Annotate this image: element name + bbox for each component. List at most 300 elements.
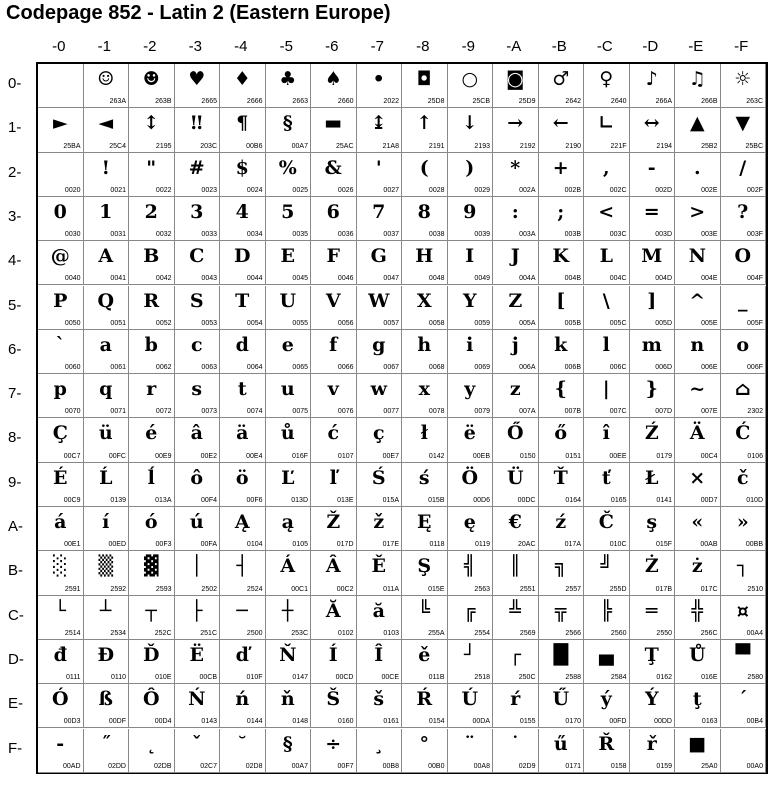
unicode-code: 005B <box>564 319 581 327</box>
char-cell <box>493 64 539 108</box>
char-glyph: § <box>282 732 293 755</box>
char-cell <box>721 108 767 152</box>
char-glyph: D <box>234 245 251 268</box>
unicode-code: 02C7 <box>200 762 217 770</box>
char-glyph: é <box>145 422 158 445</box>
char-cell <box>129 684 175 728</box>
char-glyph: ě <box>418 643 431 666</box>
char-glyph: ♦ <box>233 68 251 90</box>
unicode-code: 0105 <box>292 541 308 549</box>
char-cell <box>584 153 630 197</box>
unicode-code: 25A0 <box>701 762 718 770</box>
char-cell <box>675 684 721 728</box>
unicode-code: 0030 <box>64 231 81 239</box>
row-header: C- <box>8 606 24 624</box>
unicode-code: 25D8 <box>427 98 445 106</box>
unicode-code: 00BB <box>745 541 763 549</box>
char-glyph: Ý <box>644 688 659 711</box>
char-cell <box>630 418 676 462</box>
char-glyph: G <box>370 245 387 268</box>
char-glyph: 8 <box>417 200 431 223</box>
unicode-code: 002B <box>564 186 581 194</box>
char-glyph: Ą <box>234 511 250 533</box>
char-cell <box>721 684 767 728</box>
unicode-code: 0179 <box>656 452 672 460</box>
char-glyph: ↓ <box>461 112 478 135</box>
char-glyph: × <box>689 466 706 489</box>
char-cell <box>220 64 266 108</box>
unicode-code: 0050 <box>64 319 81 327</box>
char-glyph: ☼ <box>734 68 752 90</box>
char-glyph: ▒ <box>98 555 114 578</box>
unicode-code: 2192 <box>519 142 536 150</box>
char-glyph: ˇ <box>192 732 202 755</box>
char-glyph: 1 <box>99 200 113 223</box>
unicode-code: 0078 <box>428 408 445 416</box>
char-cell <box>493 286 539 330</box>
char-cell <box>311 197 357 241</box>
char-glyph: Á <box>280 555 296 578</box>
unicode-code: 25BA <box>63 142 81 150</box>
char-cell <box>539 241 585 285</box>
char-cell <box>175 640 221 684</box>
unicode-code: 017B <box>655 585 672 593</box>
char-cell <box>539 153 585 197</box>
char-cell <box>357 640 403 684</box>
column-header: -7 <box>370 38 384 55</box>
char-glyph: Š <box>326 688 341 711</box>
unicode-code: 0028 <box>428 186 445 194</box>
row-header: F- <box>8 739 23 757</box>
unicode-code: 00C7 <box>63 452 81 460</box>
unicode-code: 00A7 <box>291 762 308 770</box>
unicode-code: 00ED <box>108 541 126 549</box>
unicode-code: 00F4 <box>201 496 217 504</box>
char-glyph: ☺ <box>97 68 115 90</box>
unicode-code: 004D <box>655 275 672 283</box>
char-glyph: Ż <box>644 555 659 578</box>
char-glyph: ♪ <box>645 68 658 90</box>
char-cell <box>129 551 175 595</box>
char-glyph: ˘ <box>237 732 247 755</box>
char-glyph: l <box>602 333 610 356</box>
char-cell <box>84 153 130 197</box>
char-glyph: P <box>53 289 68 312</box>
unicode-code: 017D <box>336 541 354 549</box>
char-glyph: ´ <box>738 688 748 711</box>
char-glyph: ! <box>101 156 110 179</box>
unicode-code: 013A <box>155 496 172 504</box>
unicode-code: 0029 <box>474 186 490 194</box>
row-header: 7- <box>8 385 22 403</box>
unicode-code: 0068 <box>428 364 445 372</box>
char-glyph: { <box>554 378 567 401</box>
char-glyph: ♣ <box>279 68 297 90</box>
char-cell <box>402 108 448 152</box>
char-glyph: ╠ <box>600 599 612 622</box>
char-glyph: $ <box>235 156 249 179</box>
char-cell <box>220 640 266 684</box>
char-glyph: ■ <box>688 732 707 755</box>
char-cell <box>266 108 312 152</box>
char-cell <box>493 729 539 773</box>
char-cell <box>402 507 448 551</box>
char-cell <box>539 507 585 551</box>
char-cell <box>311 108 357 152</box>
char-glyph: Ë <box>189 643 204 666</box>
unicode-code: 0139 <box>110 496 126 504</box>
unicode-code: 251C <box>200 629 217 637</box>
unicode-code: 0048 <box>428 275 445 283</box>
char-cell <box>584 640 630 684</box>
char-cell <box>84 374 130 418</box>
char-glyph: ↕ <box>143 112 160 135</box>
char-cell <box>266 418 312 462</box>
unicode-code: 00C1 <box>291 585 308 593</box>
page-title: Codepage 852 - Latin 2 (Eastern Europe) <box>6 2 391 24</box>
char-glyph: Ž <box>326 511 341 533</box>
char-glyph: Ń <box>188 688 206 711</box>
unicode-code: 25B2 <box>701 142 718 150</box>
char-glyph: < <box>598 200 615 223</box>
char-glyph: ├ <box>191 599 203 622</box>
char-cell <box>630 640 676 684</box>
char-glyph: ▼ <box>735 112 751 135</box>
column-header: -B <box>551 38 567 55</box>
unicode-code: 0111 <box>65 674 81 682</box>
unicode-code: 0024 <box>246 186 263 194</box>
char-glyph: ř <box>646 732 657 755</box>
char-cell <box>175 463 221 507</box>
char-glyph: § <box>282 112 293 135</box>
char-cell <box>175 330 221 374</box>
char-cell <box>84 197 130 241</box>
char-cell <box>38 507 84 551</box>
unicode-code: 00C2 <box>336 585 354 593</box>
char-cell <box>311 729 357 773</box>
char-glyph: = <box>643 200 660 223</box>
unicode-code: 2566 <box>565 629 581 637</box>
unicode-code: 0142 <box>428 452 445 460</box>
unicode-code: 0163 <box>701 718 718 726</box>
char-cell <box>311 463 357 507</box>
unicode-code: 010F <box>246 674 263 682</box>
column-header: -2 <box>143 38 157 55</box>
char-glyph: 3 <box>190 200 204 223</box>
char-cell <box>84 507 130 551</box>
char-glyph: C <box>189 245 205 268</box>
char-glyph: č <box>736 466 749 489</box>
unicode-code: 002E <box>701 186 718 194</box>
char-cell <box>448 418 494 462</box>
char-glyph: ░ <box>52 555 68 578</box>
unicode-code: 2194 <box>656 142 672 150</box>
char-cell <box>38 596 84 640</box>
char-glyph: ┌ <box>509 643 521 666</box>
unicode-code: 010E <box>155 674 172 682</box>
char-glyph: - <box>56 732 65 755</box>
unicode-code: 2022 <box>383 98 399 106</box>
char-glyph: ŕ <box>510 688 521 711</box>
char-glyph: Ź <box>644 422 659 445</box>
row-header: A- <box>8 518 23 535</box>
unicode-code: 0056 <box>337 319 354 327</box>
char-cell <box>129 330 175 374</box>
char-glyph: ˛ <box>146 732 156 755</box>
char-glyph: ú <box>189 511 204 533</box>
char-glyph: 0 <box>53 200 67 223</box>
char-glyph: ' <box>375 156 382 179</box>
char-glyph: ▀ <box>735 643 751 666</box>
char-cell <box>311 330 357 374</box>
char-cell <box>38 684 84 728</box>
char-glyph: ą <box>281 511 294 533</box>
unicode-code: 011B <box>428 674 445 682</box>
unicode-code: 0158 <box>610 762 627 770</box>
char-cell <box>493 507 539 551</box>
char-cell <box>38 729 84 773</box>
unicode-code: 015A <box>382 496 399 504</box>
char-glyph: \ <box>602 289 610 312</box>
column-header: -6 <box>325 38 339 55</box>
unicode-code: 00C4 <box>700 452 718 460</box>
column-header: -3 <box>188 38 202 55</box>
unicode-code: 0054 <box>246 319 263 327</box>
char-glyph: ‼ <box>190 112 203 135</box>
char-glyph: Ü <box>506 466 524 489</box>
char-cell <box>129 286 175 330</box>
char-glyph: Q <box>97 289 115 312</box>
char-glyph: š <box>373 688 385 711</box>
char-glyph: Ú <box>461 688 479 711</box>
unicode-code: 0170 <box>565 718 581 726</box>
char-cell <box>448 729 494 773</box>
unicode-code: 0069 <box>474 364 490 372</box>
char-cell <box>584 108 630 152</box>
char-glyph: ż <box>691 555 703 578</box>
char-cell <box>402 729 448 773</box>
char-glyph: ¸ <box>374 732 384 755</box>
char-glyph: T <box>235 289 250 312</box>
char-cell <box>402 684 448 728</box>
char-cell <box>721 596 767 640</box>
row-header: D- <box>8 650 24 668</box>
char-cell <box>129 507 175 551</box>
unicode-code: 2551 <box>519 585 536 593</box>
unicode-code: 0148 <box>292 718 308 726</box>
unicode-code: 0053 <box>201 319 217 327</box>
char-cell <box>357 729 403 773</box>
char-cell <box>220 729 266 773</box>
char-cell <box>357 286 403 330</box>
char-glyph: Č <box>598 511 614 533</box>
char-glyph: » <box>736 511 749 533</box>
unicode-code: 0141 <box>656 496 672 504</box>
char-cell <box>38 153 84 197</box>
char-glyph: Ś <box>371 466 386 489</box>
unicode-code: 007A <box>519 408 536 416</box>
char-glyph: → <box>507 112 524 135</box>
char-cell <box>129 108 175 152</box>
unicode-code: 0154 <box>428 718 445 726</box>
unicode-code: 0047 <box>383 275 399 283</box>
char-cell <box>584 418 630 462</box>
char-glyph: ( <box>419 156 429 179</box>
char-glyph: % <box>278 156 297 179</box>
char-glyph: Ŕ <box>416 688 433 711</box>
char-glyph: ó <box>144 511 158 533</box>
char-glyph: ś <box>418 466 430 489</box>
char-glyph: Ř <box>598 732 615 755</box>
char-glyph: ý <box>600 688 612 711</box>
unicode-code: 011A <box>383 585 399 593</box>
char-cell <box>38 197 84 241</box>
char-glyph: Ę <box>417 511 432 533</box>
unicode-code: 0104 <box>246 541 263 549</box>
char-cell <box>675 507 721 551</box>
unicode-code: 0073 <box>201 408 217 416</box>
unicode-code: 0038 <box>428 231 445 239</box>
char-glyph: ~ <box>689 378 706 401</box>
unicode-code: 003E <box>701 231 718 239</box>
char-glyph: ` <box>55 333 65 356</box>
char-cell <box>584 463 630 507</box>
char-cell <box>539 197 585 241</box>
unicode-code: 0160 <box>337 718 354 726</box>
unicode-code: 00EB <box>472 452 490 460</box>
char-glyph: ← <box>552 112 569 135</box>
row-header: 9- <box>8 473 22 491</box>
char-cell <box>448 286 494 330</box>
unicode-code: 0020 <box>64 186 81 194</box>
char-glyph: B <box>143 245 160 268</box>
char-cell <box>493 596 539 640</box>
char-glyph: Ű <box>552 688 570 711</box>
char-cell <box>175 64 221 108</box>
char-glyph: ◄ <box>98 112 114 135</box>
char-glyph: ↨ <box>370 112 387 135</box>
unicode-code: 00A7 <box>291 142 308 150</box>
char-glyph: ♥ <box>188 68 206 90</box>
char-cell <box>675 596 721 640</box>
column-header: -8 <box>416 38 430 55</box>
char-cell <box>448 551 494 595</box>
unicode-code: 25BC <box>745 142 763 150</box>
unicode-code: 006F <box>747 364 763 372</box>
char-cell <box>129 640 175 684</box>
char-glyph: ↔ <box>643 112 660 135</box>
unicode-code: 00AB <box>700 541 718 549</box>
unicode-code: 00FC <box>108 452 126 460</box>
unicode-code: 00FD <box>609 718 627 726</box>
char-cell <box>721 418 767 462</box>
unicode-code: 0165 <box>610 496 627 504</box>
unicode-code: 0171 <box>565 762 581 770</box>
char-glyph: @ <box>50 245 70 268</box>
unicode-code: 0037 <box>383 231 399 239</box>
char-cell <box>357 64 403 108</box>
char-cell <box>311 153 357 197</box>
char-cell <box>675 729 721 773</box>
unicode-code: 2557 <box>565 585 581 593</box>
unicode-code: 0075 <box>292 408 308 416</box>
unicode-code: 253C <box>291 629 308 637</box>
char-cell <box>38 463 84 507</box>
char-glyph: y <box>464 378 476 401</box>
unicode-code: 0076 <box>337 408 354 416</box>
char-glyph: ő <box>554 422 568 445</box>
char-glyph: ; <box>557 200 565 223</box>
char-cell <box>220 684 266 728</box>
char-cell <box>493 374 539 418</box>
char-cell <box>448 684 494 728</box>
unicode-code: 263C <box>746 98 763 106</box>
unicode-code: 00DF <box>108 718 126 726</box>
char-cell <box>584 374 630 418</box>
char-cell <box>539 286 585 330</box>
char-glyph: M <box>641 245 663 268</box>
char-glyph: 7 <box>372 200 386 223</box>
char-cell <box>175 108 221 152</box>
char-cell <box>266 286 312 330</box>
char-glyph: ă <box>372 599 385 622</box>
char-glyph: ╔ <box>464 599 476 622</box>
char-cell <box>175 418 221 462</box>
unicode-code: 0021 <box>110 186 126 194</box>
char-cell <box>220 463 266 507</box>
char-glyph: ) <box>465 156 475 179</box>
char-glyph: ┬ <box>145 599 157 622</box>
unicode-code: 0045 <box>292 275 308 283</box>
char-glyph: ⌂ <box>734 378 751 401</box>
unicode-code: 2563 <box>474 585 490 593</box>
char-glyph: [ <box>556 289 566 312</box>
char-cell <box>493 684 539 728</box>
row-header: 2- <box>8 163 22 181</box>
unicode-code: 0062 <box>155 364 172 372</box>
column-header: -A <box>506 38 522 55</box>
char-glyph: r <box>146 378 157 401</box>
char-cell <box>539 64 585 108</box>
char-glyph: g <box>372 333 386 356</box>
unicode-code: 007C <box>609 408 627 416</box>
char-cell <box>266 551 312 595</box>
char-cell <box>493 640 539 684</box>
char-cell <box>721 640 767 684</box>
char-cell <box>675 108 721 152</box>
unicode-code: 015B <box>428 496 445 504</box>
char-cell <box>584 551 630 595</box>
unicode-code: 263B <box>155 98 172 106</box>
char-glyph: & <box>324 156 342 179</box>
char-cell <box>448 108 494 152</box>
unicode-code: 2588 <box>565 674 581 682</box>
char-cell <box>402 640 448 684</box>
char-cell <box>38 286 84 330</box>
unicode-code: 004F <box>747 275 763 283</box>
unicode-code: 0155 <box>519 718 536 726</box>
char-cell <box>129 463 175 507</box>
char-cell <box>402 551 448 595</box>
unicode-code: 00AD <box>62 762 81 770</box>
unicode-code: 00C9 <box>63 496 81 504</box>
char-glyph: Ć <box>735 422 751 445</box>
char-glyph: └ <box>54 599 66 622</box>
char-cell <box>220 241 266 285</box>
char-cell <box>175 286 221 330</box>
char-glyph: u <box>280 378 295 401</box>
char-cell <box>175 684 221 728</box>
